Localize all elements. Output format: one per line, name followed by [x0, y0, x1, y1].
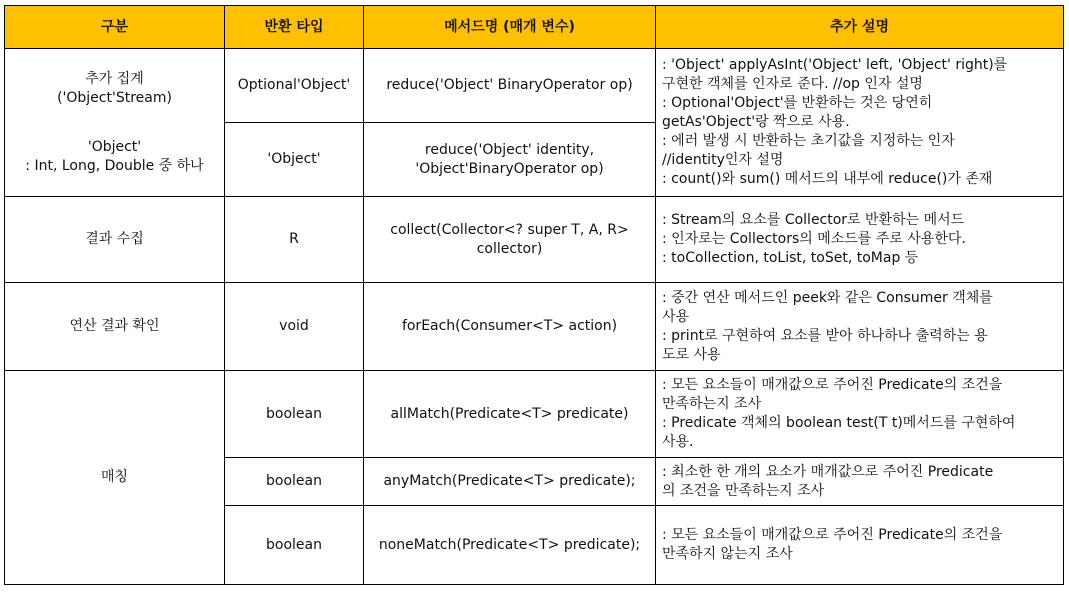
cell-description: : 최소한 한 개의 요소가 매개값으로 주어진 Predicate 의 조건을 만족하는지 조사	[656, 458, 1064, 506]
cell-description-reduce: : 'Object' applyAsInt('Object' left, 'Object' right)를 구현한 객체를 인자로 준다. //op 인자 설명 : Optional'Object'를 반환하는 것은 당연히 getAs'Object'랑 짝으로 사용. : 에러 발생 시 반환하는 초기값을 지정하는 인자 //identity인자 설명 : count()와 sum() 메서드의 내부에 reduce()가 존재	[656, 49, 1064, 197]
header-row	[5, 6, 1064, 49]
cell-method: noneMatch(Predicate<T> predicate);	[364, 506, 656, 585]
cell-category-match: 매칭	[5, 371, 225, 585]
table-row-allmatch	[5, 371, 1064, 458]
cell-method: reduce('Object' BinaryOperator op)	[364, 49, 656, 123]
header-method-name: 메서드명 (매개 변수)	[364, 6, 656, 49]
table-row-reduce-optional	[5, 49, 1064, 123]
cell-return-type: boolean	[225, 458, 364, 506]
cell-description: : 모든 요소들이 매개값으로 주어진 Predicate의 조건을 만족하는지 조사 : Predicate 객체의 boolean test(T t)메서드를 구현하여 사용.	[656, 371, 1064, 458]
cell-method: allMatch(Predicate<T> predicate)	[364, 371, 656, 458]
table-row-foreach	[5, 283, 1064, 371]
cell-return-type: void	[225, 283, 364, 371]
stream-terminal-methods-table	[4, 5, 1064, 585]
cell-category: 연산 결과 확인	[5, 283, 225, 371]
category-text: ('Object'Stream)	[57, 89, 172, 106]
cell-description: : 중간 연산 메서드인 peek와 같은 Consumer 객체를 사용 : print로 구현하여 요소를 받아 하나하나 출력하는 용 도로 사용	[656, 283, 1064, 371]
category-text: : Int, Long, Double 중 하나	[25, 157, 204, 174]
cell-description: : Stream의 요소를 Collector로 반환하는 메서드 : 인자로는 Collectors의 메소드를 주로 사용한다. : toCollection, toList, toSet, toMap 등	[656, 197, 1064, 283]
header-return-type: 반환 타입	[225, 6, 364, 49]
category-text: 'Object'	[87, 138, 142, 155]
cell-description: : 모든 요소들이 매개값으로 주어진 Predicate의 조건을 만족하지 않는지 조사	[656, 506, 1064, 585]
category-text: 추가 집계	[85, 70, 144, 87]
cell-return-type: Optional'Object'	[225, 49, 364, 123]
cell-return-type: 'Object'	[225, 123, 364, 197]
cell-method: collect(Collector<? super T, A, R> collector)	[364, 197, 656, 283]
cell-category-reduce	[5, 49, 225, 197]
header-category: 구분	[5, 6, 225, 49]
cell-method: reduce('Object' identity, 'Object'BinaryOperator op)	[364, 123, 656, 197]
cell-return-type: R	[225, 197, 364, 283]
table-row-collect	[5, 197, 1064, 283]
cell-method: anyMatch(Predicate<T> predicate);	[364, 458, 656, 506]
cell-return-type: boolean	[225, 506, 364, 585]
header-description: 추가 설명	[656, 6, 1064, 49]
cell-method: forEach(Consumer<T> action)	[364, 283, 656, 371]
cell-return-type: boolean	[225, 371, 364, 458]
cell-category: 결과 수집	[5, 197, 225, 283]
